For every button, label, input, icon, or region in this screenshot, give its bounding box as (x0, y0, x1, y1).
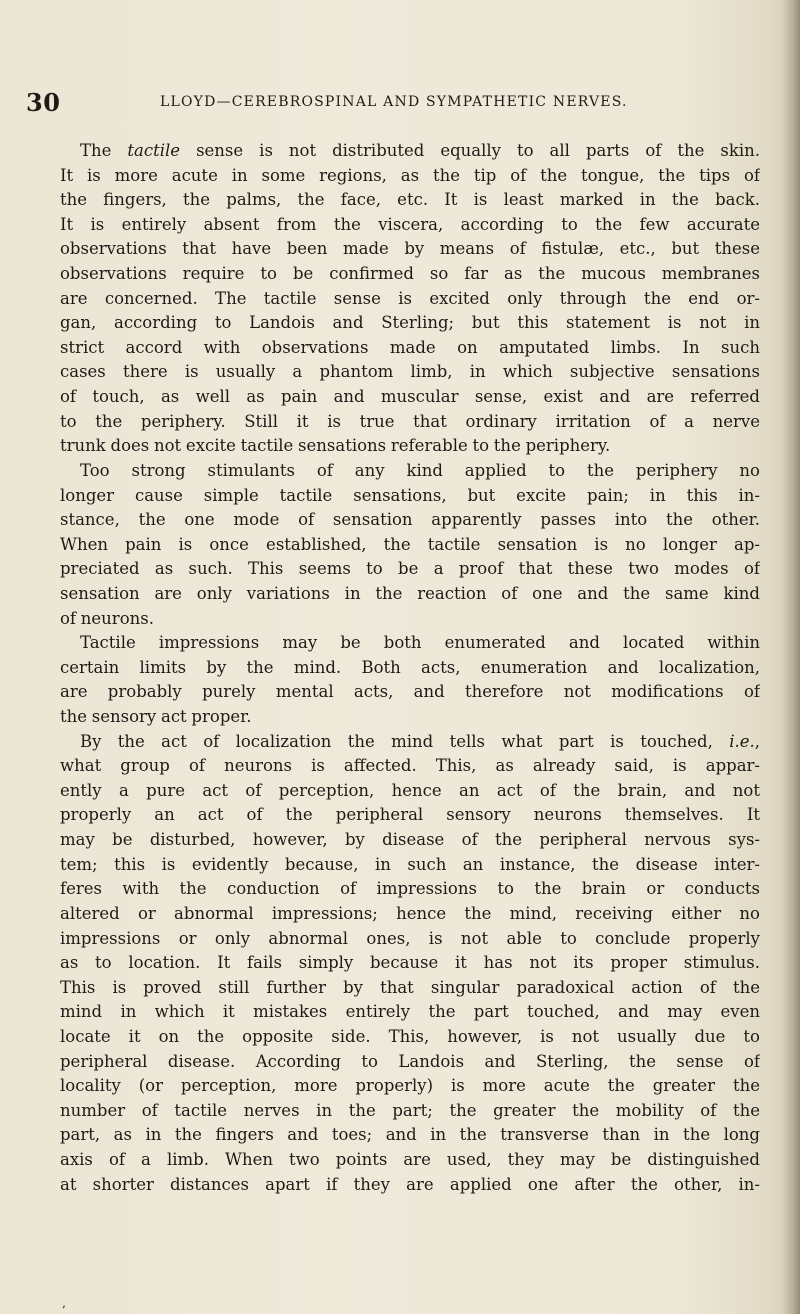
text-line-9: strict accord with observations made on amputated limbs. In such (60, 337, 760, 357)
text-line-17: When pain is once established, the tactile sensation is no longer ap- (60, 534, 760, 554)
text-line-38: peripheral disease. According to Landois and Sterling, the sense of (60, 1051, 760, 1071)
text-line-29: may be disturbed, however, by disease of the peripheral nervous sys- (60, 830, 760, 850)
text-line-27: ently a pure act of perception, hence an act of the brain, and not (60, 780, 760, 800)
text-line-41: part, as in the fingers and toes; and in the transverse than in the long (60, 1125, 760, 1145)
text-line-19: sensation are only variations in the reaction of one and the same kind (60, 583, 760, 603)
text-line-3: the fingers, the palms, the face, etc. It is least marked in the back. (60, 190, 760, 210)
text-line-6: observations require to be confirmed so far as the mucous membranes (60, 264, 760, 284)
text-line-42: axis of a limb. When two points are used, they may be distinguished (60, 1149, 760, 1169)
text-line-33: impressions or only abnormal ones, is not able to conclude properly (60, 928, 760, 948)
text-line-40: number of tactile nerves in the part; the greater the mobility of the (60, 1100, 760, 1120)
italic-term-ie: i.e. (729, 731, 755, 751)
text-line-14: Too strong stimulants of any kind applied to the periphery no (80, 460, 760, 480)
text-line-22: certain limits by the mind. Both acts, enumeration and localization, (60, 657, 760, 677)
text-line-26: what group of neurons is affected. This, as already said, is appar- (60, 756, 760, 776)
text-line-37: locate it on the opposite side. This, however, is not usually due to (60, 1026, 760, 1046)
text-line-34: as to location. It fails simply because it has not its proper stimulus. (60, 953, 760, 973)
text-line-11: of touch, as well as pain and muscular sense, exist and are referred (60, 387, 760, 407)
text-line-30: tem; this is evidently because, in such an instance, the disease inter- (60, 854, 760, 874)
text-line-24: the sensory act proper. (60, 707, 252, 727)
page-edge-shadow (782, 0, 800, 1314)
stray-print-mark: ‚ (62, 1296, 66, 1310)
text-line-23: are probably purely mental acts, and therefore not modifications of (60, 682, 760, 702)
text-line-31: feres with the conduction of impressions to the brain or conducts (60, 879, 760, 899)
text-line-13: trunk does not excite tactile sensations referable to the periphery. (60, 436, 611, 456)
running-head: LLOYD—CEREBROSPINAL AND SYMPATHETIC NERVES. (160, 94, 628, 110)
body-text (60, 139, 760, 1197)
text-line-36: mind in which it mistakes entirely the part touched, and may even (60, 1002, 760, 1022)
text-line-21: Tactile impressions may be both enumerated and located within (80, 633, 760, 653)
text-line-5: observations that have been made by means of fistulæ, etc., but these (60, 239, 760, 259)
text-line-28: properly an act of the peripheral sensory neurons themselves. It (60, 805, 760, 825)
page-number: 30 (26, 88, 61, 117)
text-line-32: altered or abnormal impressions; hence the mind, receiving either no (60, 903, 760, 923)
text-line-12: to the periphery. Still it is true that ordinary irritation of a nerve (60, 411, 760, 431)
text-line-18: preciated as such. This seems to be a proof that these two modes of (60, 559, 760, 579)
text-line-10: cases there is usually a phantom limb, in which subjective sensations (60, 362, 760, 382)
text-line-4: It is entirely absent from the viscera, according to the few accurate (60, 214, 760, 234)
text-line-1: The tactile sense is not distributed equally to all parts of the skin. (80, 141, 760, 160)
text-line-43: at shorter distances apart if they are applied one after the other, in- (60, 1174, 760, 1194)
text-line-20: of neurons. (60, 608, 154, 628)
text-line-15: longer cause simple tactile sensations, but excite pain; in this in- (60, 485, 760, 505)
text-line-7: are concerned. The tactile sense is excited only through the end or- (60, 288, 760, 308)
text-line-2: It is more acute in some regions, as the tip of the tongue, the tips of (60, 165, 760, 185)
text-line-39: locality (or perception, more properly) is more acute the greater the (60, 1076, 760, 1096)
text-line-16: stance, the one mode of sensation apparently passes into the other. (60, 510, 760, 530)
italic-term-tactile: tactile (127, 141, 181, 160)
text-line-25: By the act of localization the mind tells what part is touched, i.e., (80, 731, 760, 751)
text-line-35: This is proved still further by that singular paradoxical action of the (60, 977, 760, 997)
text-line-8: gan, according to Landois and Sterling; but this statement is not in (60, 313, 760, 333)
